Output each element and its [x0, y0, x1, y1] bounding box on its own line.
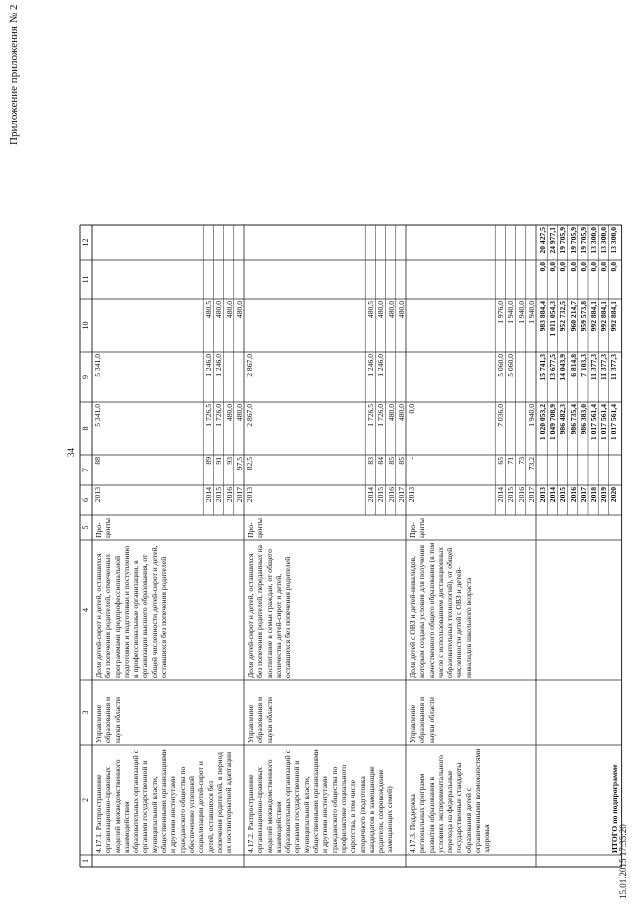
- total-cell: 2020: [609, 487, 619, 503]
- total-cell: 952 732,5: [558, 301, 568, 332]
- indicator-name: Доля детей-сирот и детей, оставшихся без попечения родителей, переданных на воспитание в семьи граждан, от общего количества детей-сирот и детей, оставшихся без попечения родителей: [246, 544, 293, 678]
- table-cell: 480,5: [366, 301, 376, 319]
- total-cell: 11 377,3: [609, 354, 619, 381]
- total-cell: 7 103,3: [578, 354, 588, 377]
- table-cell: 65: [496, 457, 506, 465]
- table-cell: 85: [396, 457, 406, 465]
- table-cell: 480,5: [204, 301, 214, 319]
- table-cell: 480,0: [396, 404, 406, 422]
- table-cell: -: [407, 457, 416, 460]
- total-cell: 2016: [568, 487, 578, 503]
- measure-name: 4.17.1. Распространение организационно-правовых моделей межведомственного взаимодействия образовательных организаций с органами государственной и муниципальной власти, общественными организациями и другими институтами гражданского общества по обеспечению успешной социализации детей-сирот и детей, оставшихся без попечения родителей, в период их постинтернатной адаптации: [94, 749, 234, 853]
- column-number: 1: [81, 859, 90, 863]
- total-cell: 13 300,0: [599, 227, 609, 254]
- table-cell: 1 246,0: [366, 354, 376, 377]
- table-cell: 2016: [516, 487, 526, 503]
- total-cell: 986 383,0: [578, 404, 588, 435]
- total-cell: 13 300,0: [589, 227, 598, 254]
- total-cell: 15 741,3: [538, 354, 547, 381]
- total-cell: 2014: [548, 487, 558, 503]
- table-cell: 1 976,0: [496, 301, 506, 324]
- table-cell: 480,0: [224, 404, 234, 422]
- total-cell: 1 020 053,2: [538, 404, 547, 441]
- table-cell: 73,2: [526, 457, 536, 471]
- appendix-title: Приложение приложения № 2: [8, 4, 20, 145]
- table-cell: 1 246,0: [214, 354, 224, 377]
- total-cell: 0,0: [548, 262, 558, 272]
- total-cell: 986 482,3: [558, 404, 568, 435]
- column-number: 4: [81, 608, 90, 612]
- total-cell: 2017: [578, 487, 588, 503]
- table-cell: 480,0: [234, 404, 244, 422]
- total-cell: 986 735,4: [568, 404, 578, 435]
- table-cell: 5 341,0: [93, 404, 102, 427]
- table-cell: 2015: [214, 487, 224, 503]
- table-cell: 2014: [366, 487, 376, 503]
- table-cell: 0,0: [407, 404, 416, 414]
- table-cell: 480,0: [376, 301, 386, 319]
- table-cell: 84: [376, 457, 386, 465]
- total-cell: 0,0: [568, 262, 578, 272]
- table-cell: 1 940,0: [526, 404, 536, 427]
- table-cell: 480,0: [214, 301, 224, 319]
- total-cell: 0,0: [538, 262, 547, 272]
- total-cell: 24 977,1: [548, 227, 558, 254]
- measure-name: 4.17.2. Распространение организационно-правовых моделей межведомственного взаимодействия образовательных организаций с органами государственной и муниципальной власти, общественными организациями и другими институтами гражданского общества по профилактике социального сиротства, в том числе вторичного (подготовка кандидатов в замещающие родители, сопровождение замещающих семей): [246, 749, 395, 853]
- total-cell: 1 011 054,3: [548, 301, 558, 337]
- total-cell: 992 884,1: [609, 301, 619, 332]
- total-cell: 983 884,4: [538, 301, 547, 332]
- table-cell: 1 940,0: [526, 301, 536, 324]
- table-cell: 85: [386, 457, 396, 465]
- total-cell: 992 884,1: [599, 301, 609, 332]
- table-cell: 5 060,0: [506, 354, 516, 377]
- table-cell: 1 726,0: [214, 404, 224, 427]
- column-number: 3: [81, 710, 90, 715]
- table-cell: 1 940,0: [506, 301, 516, 324]
- total-cell: 2015: [558, 487, 568, 503]
- total-cell: 1 017 561,4: [609, 404, 619, 441]
- column-number: 11: [81, 275, 90, 284]
- total-cell: 0,0: [558, 262, 568, 272]
- total-cell: 19 705,9: [568, 227, 578, 254]
- table-cell: 97,5: [234, 457, 244, 471]
- total-cell: 959 573,8: [578, 301, 588, 332]
- total-cell: 0,0: [578, 262, 588, 272]
- indicator-name: Доля детей-сирот и детей, оставшихся без попечения родителей, отмеченных программами предпрофессиональной подготовки и подготовки и поступлению в профессиональные организации, в организации высшего образования, от общей численности детей-сирот и детей, оставшихся без попечения родителей: [94, 545, 169, 678]
- page-number: 34: [66, 448, 76, 457]
- executor: Управление образования и науки области: [94, 696, 122, 743]
- table-cell: 89: [204, 457, 214, 465]
- print-timestamp: 15.01.2015 17:35:20: [618, 824, 628, 899]
- table-cell: 88: [93, 457, 102, 465]
- table-cell: 5 341,0: [93, 354, 102, 377]
- table-cell: 2015: [376, 487, 386, 503]
- table-cell: 91: [214, 457, 224, 465]
- column-number: 2: [81, 798, 90, 802]
- total-cell: 19 705,9: [558, 227, 568, 254]
- table-cell: 71: [506, 457, 516, 465]
- total-cell: 960 214,7: [568, 301, 578, 332]
- column-number: 7: [81, 468, 90, 472]
- table-cell: 2017: [234, 487, 244, 503]
- table-cell: 480,0: [224, 301, 234, 319]
- table-cell: 1 246,0: [376, 354, 386, 377]
- unit-of-measure: Про-центы: [246, 518, 265, 538]
- column-number: 5: [81, 525, 90, 530]
- table-cell: 2015: [506, 487, 516, 503]
- total-cell: 2013: [538, 487, 547, 503]
- table-cell: 1 726,5: [366, 404, 376, 427]
- column-number: 10: [81, 321, 90, 330]
- total-cell: 11 377,3: [589, 354, 598, 381]
- column-number: 6: [81, 498, 90, 502]
- table-cell: 1 726,5: [204, 404, 214, 427]
- table-cell: 82,5: [245, 457, 254, 471]
- table-cell: 2 867,0: [245, 354, 254, 377]
- total-cell: 1 049 708,9: [548, 404, 558, 441]
- table-cell: 73: [516, 457, 526, 465]
- table-cell: 2016: [224, 487, 234, 503]
- total-cell: 0,0: [589, 262, 598, 272]
- table-cell: 1 246,0: [204, 354, 214, 377]
- table-cell: 2017: [396, 487, 406, 503]
- column-number: 8: [81, 426, 90, 431]
- total-cell: 13 677,5: [548, 354, 558, 381]
- total-cell: 6 814,8: [568, 354, 578, 377]
- total-cell: 19 705,9: [578, 227, 588, 254]
- column-number: 12: [81, 238, 90, 247]
- table-cell: 2013: [93, 487, 102, 503]
- total-cell: 11 377,3: [599, 354, 609, 381]
- total-cell: 14 043,9: [558, 354, 568, 381]
- table-cell: 2014: [496, 487, 506, 503]
- table-cell: 83: [366, 457, 376, 465]
- total-cell: 13 300,0: [609, 227, 619, 254]
- total-cell: 1 017 561,4: [599, 404, 609, 441]
- unit-of-measure: Про-центы: [408, 518, 427, 538]
- table-cell: 480,0: [386, 301, 396, 319]
- table-cell: 480,0: [386, 404, 396, 422]
- table-cell: 480,0: [234, 301, 244, 319]
- total-cell: 992 884,1: [589, 301, 598, 332]
- total-cell: 20 427,5: [538, 227, 547, 254]
- table-cell: 2 867,0: [245, 404, 254, 427]
- table-cell: 2014: [204, 487, 214, 503]
- table-cell: 1 726,0: [376, 404, 386, 427]
- table-cell: 7 036,0: [496, 404, 506, 427]
- table-cell: 2013: [407, 487, 416, 503]
- column-number: 9: [81, 375, 90, 379]
- table-cell: 2013: [245, 487, 254, 503]
- table-cell: 480,0: [396, 301, 406, 319]
- table-cell: 2016: [386, 487, 396, 503]
- total-label: ИТОГО по подпрограмме: [609, 764, 619, 853]
- measure-name: 4.17.3. Поддержка региональных программ развития образования в условиях экспериментального перехода на федеральные государственные стандарты образования детей с ограниченными возможностями здоровья: [408, 748, 492, 853]
- total-cell: 0,0: [609, 262, 619, 272]
- total-cell: 0,0: [599, 262, 609, 272]
- total-cell: 2018: [589, 487, 598, 503]
- table-cell: 93: [224, 457, 234, 465]
- executor: Управление образования и науки области: [246, 696, 274, 743]
- total-cell: 2019: [599, 487, 609, 503]
- indicator-name: Доля детей с ОВЗ и детей-инвалидов, которым созданы условия для получения качественного общего образования (в том числе с использованием дистанционных образовательных технологий), от общей численности детей с ОВЗ и детей-инвалидов школьного возраста: [408, 542, 473, 678]
- table-cell: 2017: [526, 487, 536, 503]
- table-cell: 5 060,0: [496, 354, 506, 377]
- total-cell: 1 017 561,4: [589, 404, 598, 441]
- table-cell: 1 940,0: [516, 301, 526, 324]
- executor: Управление образования и науки области: [408, 696, 436, 743]
- unit-of-measure: Про-центы: [94, 518, 113, 538]
